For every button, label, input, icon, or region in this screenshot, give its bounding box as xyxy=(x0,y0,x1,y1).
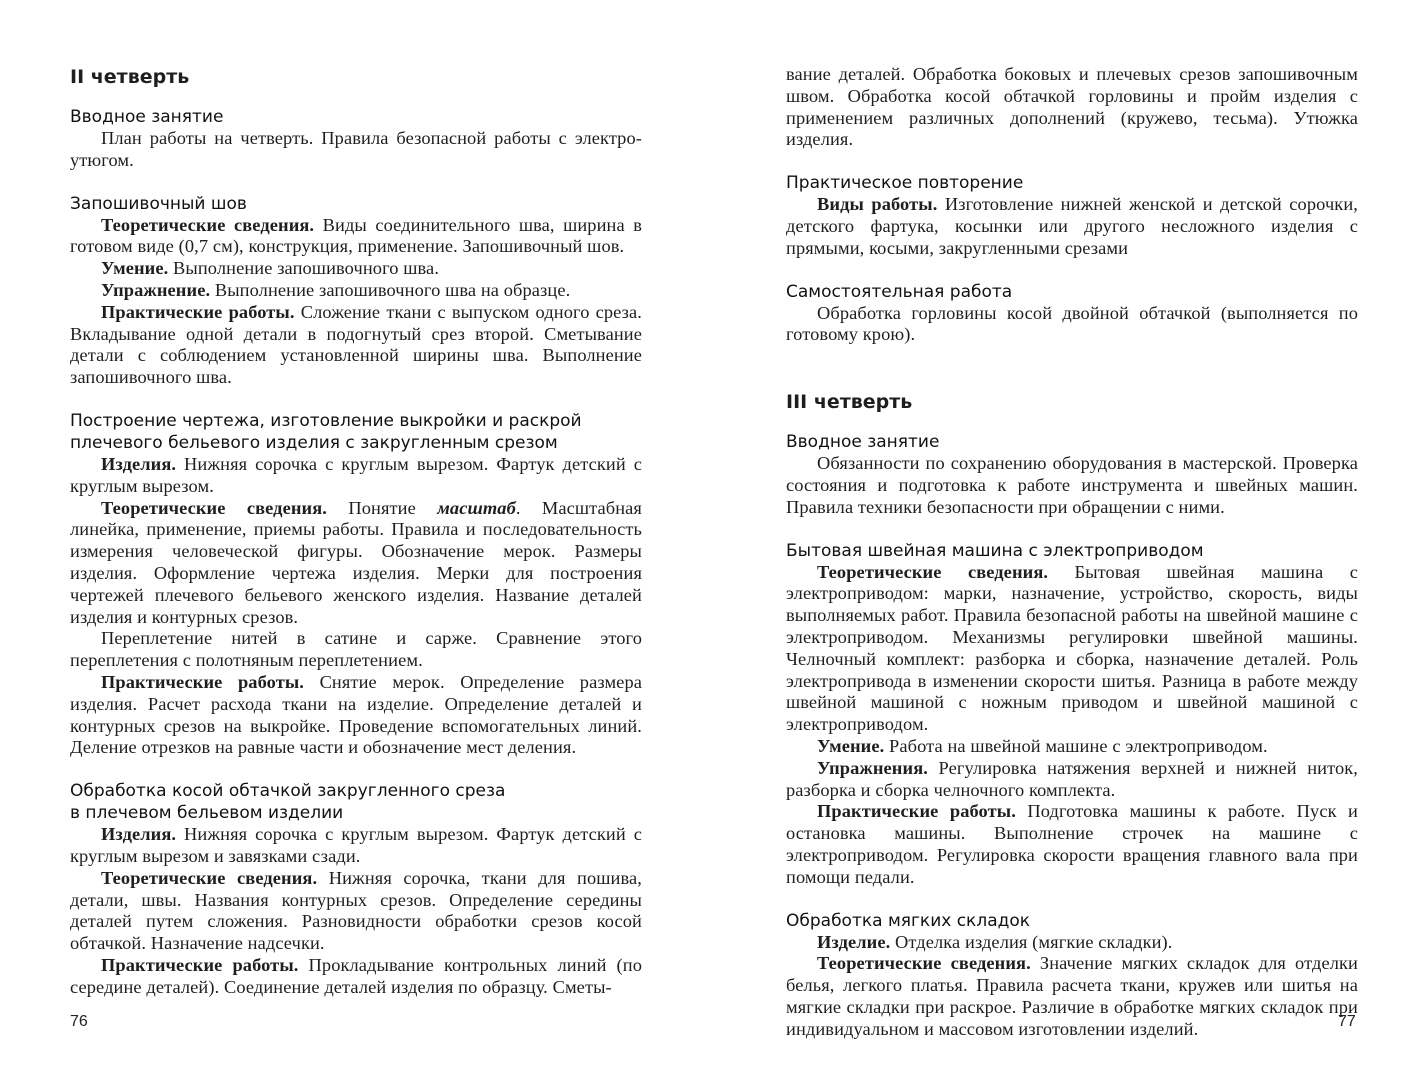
label: Умение. xyxy=(101,258,169,279)
paragraph xyxy=(786,758,1358,802)
label: Практические работы. xyxy=(817,801,1016,822)
paragraph xyxy=(70,215,642,259)
heading-practical-review: Практическое повторение xyxy=(786,173,1024,194)
text: Значение мягких складок для отделки белья, легкого платья. Правила расчета ткани, кружев или шитья на мягкие складки при раскрое. Различие в обработке мягких складок при индивидуальном и массовом изготовлении изделий. xyxy=(786,953,1358,1039)
paragraph xyxy=(786,953,1358,1040)
text: Прокладывание контрольных линий (по середине деталей). Соединение деталей изделия по образцу. Сметы- xyxy=(70,954,643,997)
text: Бытовая швейная машина с электроприводом: марки, назначение, устройство, скорость, виды выполняемых работ. Правила безопасной работы на швейной машине с электроприводом. Механизмы регулировки швейной машины. Челночный комплект: разборка и сборка, назначение деталей. Роль электропривода в изменении скорости шитья. Разница в работе между швейной машиной с ножным приводом и швейной машиной с электроприводом. xyxy=(786,561,1358,735)
label: Изделие. xyxy=(817,931,891,952)
paragraph-continued: вание деталей. Обработка боковых и плечевых срезов запошивочным швом. Обработка косой обтачкой горловины и пройм изделия с применением различных дополнений (кружево, тесьма). Утюжка изделия. xyxy=(786,64,1358,150)
label: Изделия. xyxy=(101,824,177,845)
text: Выполнение запошивочного шва на образце. xyxy=(214,279,571,300)
text: Нижняя сорочка с круглым вырезом. Фартук детский с круглым вырезом и завязками сзади. xyxy=(70,824,642,866)
paragraph xyxy=(786,194,1358,259)
label: Практические работы. xyxy=(101,671,304,692)
heading-pattern-drafting-line1: Построение чертежа, изготовление выкройки и раскрой xyxy=(70,410,582,431)
paragraph xyxy=(70,824,642,868)
label: Изделия. xyxy=(101,453,177,474)
label: Теоретические сведения. xyxy=(101,214,315,235)
text: Нижняя сорочка, ткани для пошива, детали, швы. Названия контурных срезов. Определение середины деталей путем сложения. Разновидности обработки срезов косой обтачкой. Назначение надсечки. xyxy=(70,867,642,954)
text: Понятие xyxy=(348,497,416,518)
term-scale: масштаб xyxy=(437,497,516,518)
paragraph xyxy=(786,736,1358,758)
label: Виды работы. xyxy=(817,194,938,215)
paragraph xyxy=(70,955,642,999)
text: Отделка изделия (мягкие складки). xyxy=(895,931,1173,952)
left-page-column xyxy=(70,62,642,999)
heading-introductory-lesson: Вводное занятие xyxy=(786,432,940,453)
label: Теоретические сведения. xyxy=(817,561,1049,582)
paragraph xyxy=(70,258,642,280)
paragraph xyxy=(70,280,642,302)
paragraph: Обязанности по сохранению оборудования в мастерской. Проверка состояния и подготовка к работе инструмента и швейных машин. Правила техники безопасности при обращении с ними. xyxy=(786,453,1358,517)
heading-soft-pleats: Обработка мягких складок xyxy=(786,910,1031,931)
text: Изготовление нижней женской и детской сорочки, детского фартука, косынки или другого несложного изделия с прямыми, косыми, закругленными срезами xyxy=(786,194,1358,258)
paragraph xyxy=(70,454,642,498)
page-number-right: 77 xyxy=(1338,1013,1356,1030)
paragraph: Обработка горловины косой двойной обтачкой (выполняется по готовому крою). xyxy=(786,302,1358,345)
heading-bias-binding-line1: Обработка косой обтачкой закругленного среза xyxy=(70,781,506,802)
label: Практические работы. xyxy=(101,301,295,322)
paragraph: Переплетение нитей в сатине и сарже. Сравнение этого переплетения с полотняным переплетением. xyxy=(70,628,642,671)
text: Выполнение запошивочного шва. xyxy=(173,258,440,279)
paragraph: План работы на четверть. Правила безопасной работы с электро-утюгом. xyxy=(70,128,642,170)
paragraph xyxy=(70,868,642,955)
text: Регулировка натяжения верхней и нижней ниток, разборка и сборка челночного комплекта. xyxy=(786,757,1358,800)
right-page-column xyxy=(786,64,1358,1041)
heading-independent-work: Самостоятельная работа xyxy=(786,281,1013,302)
paragraph xyxy=(786,562,1358,736)
quarter-title-3: III четверть xyxy=(786,391,913,414)
text: Нижняя сорочка с круглым вырезом. Фартук детский с круглым вырезом. xyxy=(70,453,642,496)
right-page xyxy=(786,0,1358,1080)
left-page xyxy=(70,0,642,1080)
heading-introductory-lesson: Вводное занятие xyxy=(70,107,224,127)
quarter-title-2: II четверть xyxy=(70,66,190,88)
paragraph xyxy=(786,801,1358,888)
heading-bias-binding-line2: в плечевом бельевом изделии xyxy=(70,803,344,824)
text: Подготовка машины к работе. Пуск и остановка машины. Выполнение строчек на машине с электроприводом. Регулировка скорости вращения главного вала при помощи педали. xyxy=(786,801,1358,887)
text: Работа на швейной машине с электроприводом. xyxy=(889,735,1268,756)
label: Умение. xyxy=(817,735,885,756)
paragraph xyxy=(70,672,642,759)
page-number-left: 76 xyxy=(70,1013,88,1030)
label: Упражнение. xyxy=(101,279,211,300)
heading-electric-sewing-machine: Бытовая швейная машина с электроприводом xyxy=(786,540,1204,561)
label: Теоретические сведения. xyxy=(817,953,1031,974)
paragraph xyxy=(70,302,642,389)
heading-pattern-drafting-line2: плечевого бельевого изделия с закругленным срезом xyxy=(70,432,558,453)
label: Теоретические сведения. xyxy=(101,497,327,518)
text: Сложение ткани с выпуском одного среза. Вкладывание одной детали в подогнутый срез второй. Сметывание детали с соблюдением установленной ширины шва. Выполнение запошивочного шва. xyxy=(70,301,642,388)
label: Теоретические сведения. xyxy=(101,867,318,888)
text: Виды соединительного шва, ширина в готовом виде (0,7 см), конструкция, применение. Запошивочный шов. xyxy=(70,214,642,257)
label: Практические работы. xyxy=(101,954,299,975)
text: Снятие мерок. Определение размера изделия. Расчет расхода ткани на изделие. Определение деталей и контурных срезов на выкройке. Проведение вспомогательных линий. Деление отрезков на равные части и обозначение мест деления. xyxy=(70,671,643,758)
paragraph xyxy=(786,932,1358,954)
paragraph xyxy=(70,498,642,629)
heading-felled-seam: Запошивочный шов xyxy=(70,193,247,214)
text: . Масштабная линейка, применение, приемы работы. Правила и последовательность измерения человеческой фигуры. Обозначение мерок. Размеры изделия. Оформление чертежа изделия. Мерки для построения чертежей плечевого бельевого женского изделия. Название деталей изделия и контурных срезов. xyxy=(70,497,642,627)
label: Упражнения. xyxy=(817,757,928,778)
